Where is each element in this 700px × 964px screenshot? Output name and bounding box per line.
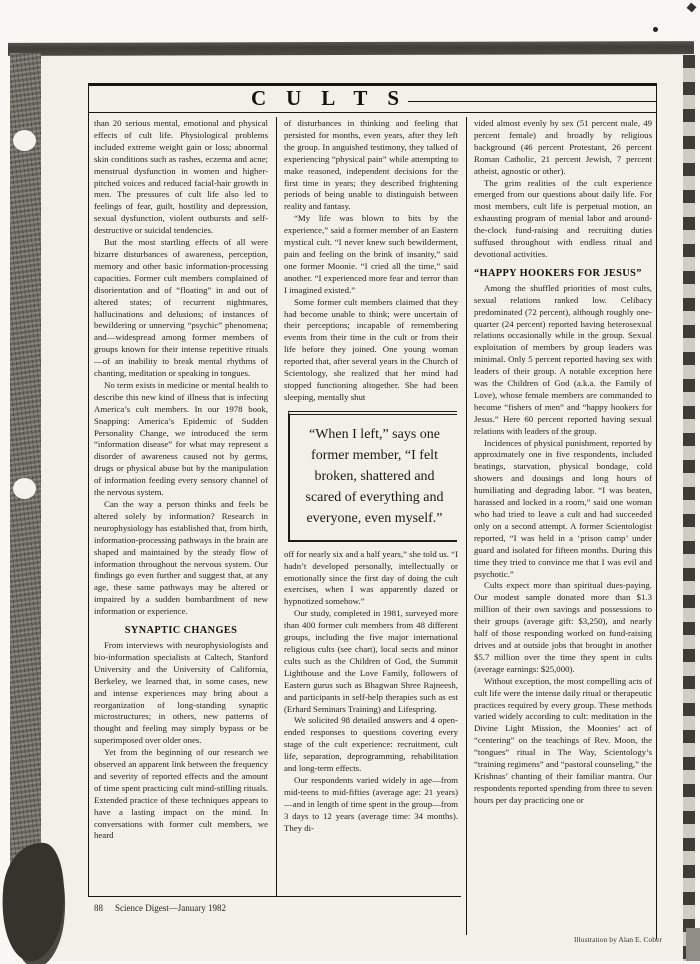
paragraph: “My life was blown to bits by the experience,” said a former member of an Eastern mystical cult. “I never knew such bewilderment, pain and feeling on the brink of insanity,” said one former Moonie. “I cried all the time,” said another. “I experienced more fear and terror than I imagined existed.”	[284, 213, 458, 295]
paragraph: No term exists in medicine or mental health to describe this new kind of illness that is infecting America’s cult members. In our 1978 book, Snapping: America’s Epidemic of Sudden Personality Change, we introduced the term “information disease” for what may represent a disorder of awareness caused not by germs, drugs or physical abuse but by the manipulation of information feeding every sensory channel of the nervous system.	[94, 379, 268, 498]
paragraph: Our respondents varied widely in age—from mid-teens to mid-fifties (average age: 21 years)—and in length of time spent in the group—from 3 days to 12 years (average time: 34 months). They di-	[284, 774, 458, 833]
pull-quote: “When I left,” says one former member, “I felt broken, shattered and scared of everything and everyone, even myself.”	[288, 411, 457, 542]
paragraph: But the most startling effects of all were bizarre disturbances of awareness, perception, memory and other basic information-processing capacities. Former cult members complained of disorientation and of “floating” in and out of altered states; of recurrent nightmares, hallucinations and delusions; of instances of bewildering or unnerving “psychic” phenomena; and—widespread among former members of groups known for their intense repetitive rituals—of an inability to break mental rhythms of chanting, meditation or speaking in tongues.	[94, 237, 268, 379]
scan-dot-mark	[653, 27, 658, 32]
paragraph: Incidences of physical punishment, reported by approximately one in five respondents, included beatings, starvation, physical bondage, cold showers and dousings and long hours of humiliating and degrading labor. “I was beaten, harassed and locked in a room,” said one woman who had tried to leave a cult and had succeeded only on a second attempt. A former Scientologist reported, “I was held in a ‘prison camp’ under guard and isolated for fifteen months. During this time they tried to convince me that I was evil and psychotic.”	[474, 437, 652, 579]
paragraph: Yet from the beginning of our research we observed an apparent link between the frequency and severity of reported effects and the amount of time spent practicing cult mind-stilling rituals. Extended practice of these techniques appears to have a lasting impact on the mind. In conversations with former cult members, we heard	[94, 747, 268, 841]
scan-page-edge-strip	[683, 55, 695, 961]
section-heading-happy-hookers: “HAPPY HOOKERS FOR JESUS”	[474, 267, 642, 279]
header-rule-under-title	[88, 112, 656, 113]
paragraph: The grim realities of the cult experience emerged from our questions about daily life. For most members, cult life is perpetual motion, an exhausting program of menial labor and around-the-clock fund-raising and recruiting duties suffused throughout with endless ritual and devotional activities.	[474, 177, 652, 259]
paragraph: off for nearly six and a half years,” she told us. “I hadn’t developed personally, intellectually or emotionally since the first day of doing the cult exercises, when I was apparently dazed or hypnotized somehow.”	[284, 548, 458, 607]
paragraph: We solicited 98 detailed answers and 4 open-ended responses to questions covering every stage of the cult experience: recruitment, cult life, separation, deprogramming, rehabilitation and long-term effects.	[284, 715, 458, 774]
content-border-right	[656, 83, 657, 939]
page-number: 88	[94, 903, 103, 913]
section-heading-synaptic-changes: SYNAPTIC CHANGES	[124, 625, 238, 637]
column-separator-1	[276, 117, 277, 897]
page-title: CULTS	[250, 86, 420, 110]
punch-hole	[13, 478, 36, 499]
article-column-2	[284, 118, 458, 894]
paragraph: Without exception, the most compelling acts of cult life were the intense daily ritual or therapeutic practices required by every group. These methods varied widely according to cult: meditation in the Divine Light Mission, the Moonies’ act of “centering” on the teachings of Rev. Moon, the “tongues” ritual in The Way, Scientology’s “training regimens” and “pastoral counseling,” the Krishnas’ chanting of their familiar mantra. Our respondents reported spending from three to seven hours per day practicing one or	[474, 675, 652, 805]
content-border-bottom	[88, 896, 461, 897]
content-border-left	[88, 83, 89, 897]
paragraph: of disturbances in thinking and feeling that persisted for months, even years, after they left the group. In anguished testimony, they talked of experiencing “physical pain” while attempting to make reasoned, independent decisions for the first time in years; they described frightening periods of being unable to distinguish between reality and fantasy.	[284, 118, 458, 212]
scan-top-edge-shadow	[8, 41, 694, 56]
scan-corner-patch	[686, 928, 700, 961]
paragraph: Some former cult members claimed that they had become unable to think; were uncertain of their perceptions; incapable of remembering events from their time in the cult or from their life before they joined. One young woman reported that, after several years in the Church of Scientology, she realized that her mind had stopped functioning altogether. She had been sleeping, mentally shut	[284, 296, 458, 402]
scan-corner-mark	[687, 3, 697, 13]
article-column-3	[474, 118, 652, 936]
paragraph: Can the way a person thinks and feels be altered solely by information? Research in neurophysiology has established that, from birth, information-processing pathways in the brain are shaped and maintained by the steady flow of information throughout the nervous system. Our findings go even further and suggest that, at any age, these same pathways may be altered or impaired by a sudden bombardment of new information or experience.	[94, 499, 268, 617]
article-column-1	[94, 118, 268, 894]
paragraph: Our study, completed in 1981, surveyed more than 400 former cult members from 48 different groups, including the five major international religious cults (see chart), local sects and minor cults such as the Children of God, the Summit Lighthouse and the Love Family, followers of Eastern gurus such as Bhagwan Shree Rajneesh, and participants in self-help therapies such as est (Erhard Seminars Training) and Lifespring.	[284, 608, 458, 714]
column-separator-2	[466, 117, 467, 935]
paragraph: than 20 serious mental, emotional and physical effects of cult life. Physiological problems included extreme weight gain or loss; abnormal skin conditions such as rashes, eczema and acne; menstrual dysfunction in women and higher-pitched voices and reduced facial-hair growth in men. The pressures of cult life also led to feelings of fear, guilt, hostility and depression, sexual dysfunction, violent outbursts and self-destructive or suicidal tendencies.	[94, 118, 268, 236]
paragraph: From interviews with neurophysiologists and bio-information specialists at Caltech, Stanford University and the University of California, Berkeley, we learned that, in some cases, new and intense experiences may bring about a reorganization of long-standing synaptic microstructures; in others, new patterns of thought and feeling may simply bypass or be superimposed over older ones.	[94, 639, 268, 746]
footer-folio	[94, 903, 226, 913]
illustration-credit: Illustration by Alan E. Cober	[574, 935, 662, 944]
paragraph: vided almost evenly by sex (51 percent male, 49 percent female) and broadly by religious background (46 percent Protestant, 26 percent Roman Catholic, 21 percent Jewish, 7 percent atheist, agnostic or other).	[474, 118, 652, 176]
publication-name: Science Digest—January 1982	[115, 903, 226, 913]
paragraph: Cults expect more than spiritual dues-paying. Our modest sample donated more than $1.3 million of their own savings and possessions to their groups (average gift: $3,250), and nearly half of those responding worked on fund-raising drives and at outside jobs that brought in another $5.7 million over the time they spent in cults (average earnings: $25,000).	[474, 580, 652, 674]
paragraph: Among the shuffled priorities of most cults, sexual relations ranked low. Celibacy predominated (72 percent), although roughly one-quarter (24 percent) reported having heterosexual relations occasionally while in the group. Sexual exploitation of members by group leaders was minimal. Only 5 percent reported having sex with leaders of their group. A notable exception here was the Children of God (a.k.a. the Family of Love), whose female members are commanded to become “fishers of men” and “happy hookers for Jesus.” Here 60 percent reported having sexual relations with leaders of the group.	[474, 282, 652, 436]
scan-binding-strip	[10, 53, 41, 881]
punch-hole	[13, 130, 36, 151]
